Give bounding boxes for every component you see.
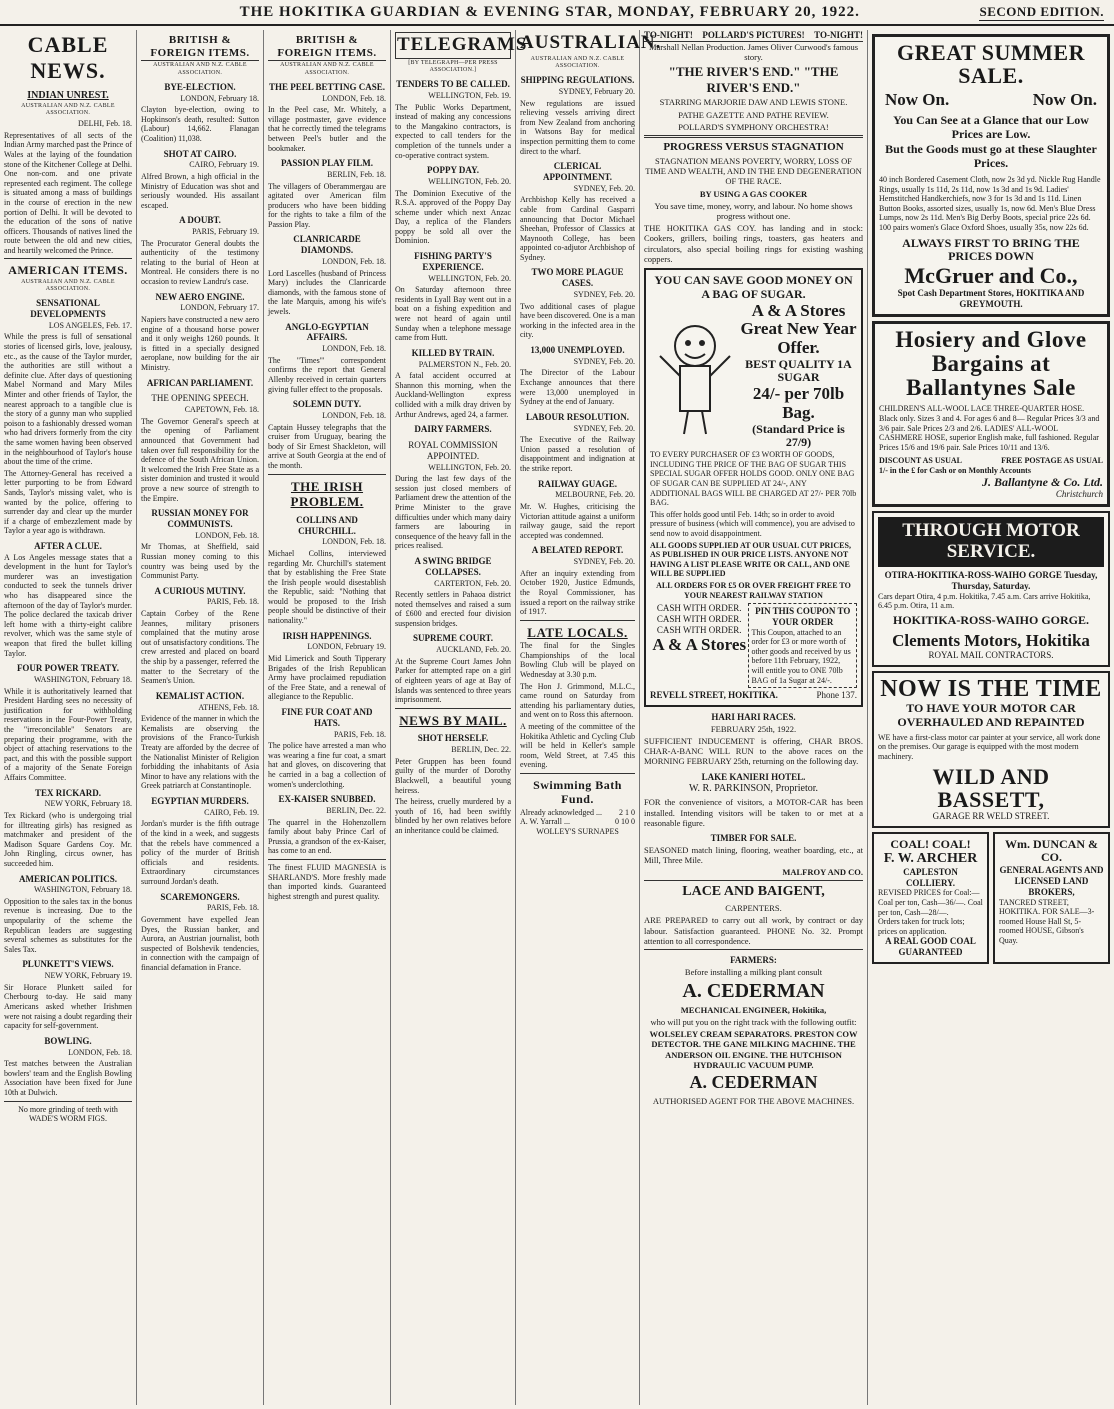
- article-title: IRISH HAPPENINGS.: [282, 630, 372, 641]
- article-body: Sir Horace Plunkett sailed for Cherbourg to-day. He said many Americans asked whether Irishmen were not raising a doubt regarding their capacity for self-government.: [4, 982, 132, 1031]
- ad-text: SUFFICIENT INDUCEMENT is offering, CHAR BROS. CHAR-A-BANC WILL RUN to the above races on the MORNING FEBRUARY 25th, returning on the following day.: [644, 736, 863, 767]
- cartoon-man-icon: [650, 316, 740, 436]
- article-title: KILLED BY TRAIN.: [411, 347, 495, 358]
- discount-detail: 1/- in the £ for Cash or on Monthly Accounts: [879, 465, 1031, 475]
- pictures-header: [644, 30, 863, 42]
- article-title: SHOT HERSELF.: [417, 733, 489, 744]
- dateline: SYDNEY, February 20.: [558, 86, 635, 96]
- article-title: INDIAN UNREST.: [27, 89, 109, 101]
- duncan-ad: [993, 832, 1110, 964]
- fund-row: [520, 817, 635, 827]
- ad-text: REVISED PRICES for Coal:— Coal per ton, Cash—36/—. Coal per ton, Cash—28/—.: [878, 888, 983, 917]
- route-line: HOKITIKA-ROSS-WAIHO GORGE.: [892, 612, 1090, 627]
- route-line: OTIRA-HOKITIKA-ROSS-WAIHO GORGE Tuesday, Thursday, Saturday.: [884, 569, 1098, 591]
- article-title: ANGLO-EGYPTIAN AFFAIRS.: [285, 321, 369, 343]
- article-title: AMERICAN POLITICS.: [18, 873, 117, 884]
- company-sub: ROYAL MAIL CONTRACTORS.: [928, 650, 1054, 661]
- article-body: A fatal accident occurred at Shannon this morning, when the Auckland-Wellington express collided with a milk dray driven by Arthur Andrews, aged 24, a farmer.: [395, 371, 511, 419]
- article-title: BOWLING.: [44, 1035, 92, 1046]
- film-title: "THE RIVER'S END." "THE RIVER'S END.": [668, 64, 839, 95]
- article-body: Lord Lascelles (husband of Princess Mary) includes the Clanricarde diamonds, with the famous stone of the late Marquis, among his wife's jewels.: [268, 268, 386, 317]
- article-title: SHOT AT CAIRO.: [163, 148, 237, 159]
- dateline: SYDNEY, Feb. 20.: [573, 423, 635, 433]
- company-name: Clements Motors, Hokitika: [892, 630, 1090, 650]
- fund-row: [520, 808, 635, 818]
- wire-credit: AUSTRALIAN AND N.Z. CABLE ASSOCIATION.: [280, 62, 374, 76]
- ad-line: STAGNATION MEANS POVERTY, WORRY, LOSS OF TIME AND WEALTH, AND IN THE END DEGENERATION OF THE RACE.: [645, 156, 862, 187]
- dateline: CAIRO, Feb. 19.: [204, 807, 259, 817]
- dateline: LONDON, February 18.: [180, 93, 259, 103]
- article-body: The Dominion Executive of the R.S.A. approved of the Poppy Day scheme under which next Anzac Day, a replica of the Flanders poppy be sold all over the Dominion.: [395, 188, 511, 246]
- article-title: LABOUR RESOLUTION.: [525, 411, 630, 422]
- company-sub: GENERAL AGENTS AND LICENSED LAND BROKERS,: [999, 865, 1104, 897]
- article-title: AFRICAN PARLIAMENT.: [146, 377, 254, 388]
- coupon-title: PIN THIS COUPON TO YOUR ORDER: [755, 606, 851, 627]
- article-body: New regulations are issued relieving vessels arriving direct from New Zealand from anchoring in Watsons Bay for medical inspection permitting them to come direct to the wharf.: [520, 98, 635, 156]
- dateline: SYDNEY, Feb. 20.: [573, 290, 635, 300]
- dateline: BERLIN, Dec. 22.: [326, 805, 386, 815]
- article-body: The police have arrested a man who was wearing a fine fur coat, a smart hat and gloves, on discovering that he carried in a bag a collection of women's underclothing.: [268, 741, 386, 789]
- article-subtitle: THE OPENING SPEECH.: [151, 393, 249, 404]
- article-subtitle: ROYAL COMMISSION APPOINTED.: [408, 439, 498, 461]
- ad-text: Orders taken for truck lots; prices on application.: [878, 917, 965, 936]
- section-heading: AUSTRALIAN.: [520, 32, 662, 53]
- ad-headline: A. CEDERMAN: [682, 979, 825, 1002]
- article-title: COLLINS AND CHURCHILL.: [296, 514, 358, 536]
- ad-line: ALWAYS FIRST TO BRING THE PRICES DOWN: [902, 235, 1080, 264]
- article-body: Captain Hussey telegraphs that the cruiser from Uruguay, bearing the body of Sir Ernest Shackleton, will arrive at South Georgia at the end of the month.: [268, 422, 386, 470]
- dateline: LONDON, Feb. 18.: [322, 537, 386, 547]
- fund-amount: 0 10 0: [615, 817, 635, 827]
- dateline: NEW YORK, February 18.: [44, 799, 132, 809]
- article-body: Evidence of the manner in which the Kemalists are observing the provisions of the Franco-Turkish Treaty are afforded by the decree of the Nationalist Minister of Religion forbidding the inhabitants of Asia Minor to have any relations with the Greek patriarch at Constantinople.: [141, 714, 259, 791]
- article-title: FINE FUR COAT AND HATS.: [281, 707, 373, 728]
- fund-amount: 2 1 0: [619, 807, 635, 817]
- ad-line: CASH WITH ORDER.: [656, 603, 742, 614]
- dateline: LONDON, Feb. 18.: [322, 257, 386, 267]
- ad-line: PATHE GAZETTE AND PATHE REVIEW.: [678, 109, 829, 120]
- section-heading: THE IRISH PROBLEM.: [290, 478, 364, 510]
- section-heading: TELEGRAMS: [395, 32, 511, 59]
- article-title: TENDERS TO BE CALLED.: [396, 79, 510, 90]
- ad-line: MALFROY AND CO.: [782, 867, 863, 878]
- wire-credit: AUSTRALIAN AND N.Z. CABLE ASSOCIATION.: [530, 55, 625, 69]
- article-body: The Executive of the Railway Union passed a resolution of disappointment and indignation at the strike report.: [520, 435, 635, 473]
- ad-line: TO HAVE YOUR MOTOR CAR OVERHAULED AND REPAINTED: [897, 701, 1085, 729]
- article-title: SUPREME COURT.: [412, 633, 494, 644]
- dateline: LONDON, Feb. 18.: [68, 1047, 132, 1057]
- free-postage-label: FREE POSTAGE AS USUAL: [1001, 456, 1103, 466]
- article-body: The Governor General's speech at the opening of Parliament announced that Government had taken over full responsibility for the defence of the South African Union. It welcomed the Irish Free State as a sister dominion and trusted it would prove a new source of strength to the Empire.: [141, 416, 259, 503]
- ad-line: MECHANICAL ENGINEER, Hokitika,: [680, 1004, 827, 1015]
- ad-line: You save time, money, worry, and labour. No home shows progress without one.: [654, 200, 853, 222]
- aa-address: REVELL STREET, HOKITIKA.: [650, 690, 778, 701]
- article-body: Archbishop Kelly has received a cable from Cardinal Gasparri announcing that Doctor Michael Sheehan, Professor of Classics at Maynooth College, has been appointed co-adjutor Archbishop of Sydney.: [520, 195, 635, 262]
- article-title: SCAREMONGERS.: [160, 891, 240, 902]
- ad-headline: GREAT SUMMER SALE.: [897, 40, 1085, 89]
- article-title: EX-KAISER SNUBBED.: [278, 794, 376, 805]
- ad-line: No more grinding of teeth with WADE'S WORM FIGS.: [18, 1104, 118, 1124]
- ad-line: CARPENTERS.: [725, 903, 782, 914]
- article-body: A Los Angeles message states that a development in the hunt for Taylor's murderer was an investigation conducted to seek the tunnels driver who has disappeared since the afternoon of the day of Taylor's murder. The police declared the taxicab driver left home with a thirty-eight calibre revolver, which was the same style of weapon that fired the bullet killing Taylor.: [4, 552, 132, 658]
- dateline: AUCKLAND, Feb. 20.: [436, 645, 511, 655]
- ad-line: (Standard Price is 27/9): [752, 421, 845, 450]
- section-heading: CABLE NEWS.: [27, 32, 109, 84]
- column-ads-1: [640, 30, 868, 1405]
- sugar-ad: [644, 268, 863, 707]
- article-body: The Hon J. Grimmond, M.L.C., came round on Saturday from attending his parliamentary duties, and went on to Ross this afternoon.: [520, 681, 635, 720]
- company-name: F. W. ARCHER: [883, 851, 978, 867]
- now-on-label: Now On.: [885, 90, 950, 110]
- coupon-text: This Coupon, attached to an order for £3 or more worth of other goods and received by us before 11th February, 1922, will entitle you to ONE 70lb BAG of 1a Sugar at 24/-.: [751, 627, 851, 685]
- article-body: Mr. W. Hughes, criticising the Victorian attitude against a uniform railway gauge, said the report accepted was condemned.: [520, 501, 635, 540]
- ad-text: WOLSELEY CREAM SEPARATORS. PRESTON COW DETECTOR. THE GANE MILKING MACHINE. THE ANDERSON OIL ENGINE. THE HUTCHISON HYDRAULIC VACUUM PUMP.: [649, 1029, 858, 1070]
- article-title: DAIRY FARMERS.: [414, 424, 492, 435]
- dateline: NEW YORK, February 19.: [44, 971, 132, 981]
- column-telegrams: [391, 30, 528, 1405]
- ad-text: FOR the convenience of visitors, a MOTOR-CAR has been installed. Intending visitors will be taken to or met at a reasonable figure.: [644, 797, 863, 828]
- aa-address-row: [650, 690, 857, 701]
- column-british-foreign-2: [264, 30, 391, 1405]
- ad-line: But the Goods must go at these Slaughter Prices.: [885, 142, 1097, 171]
- coal-ad: [872, 832, 989, 964]
- sugar-price: 24/- per 70lb Bag.: [752, 384, 845, 422]
- ad-text: Before installing a milking plant consult: [684, 966, 823, 977]
- article-body: The Attorney-General has received a letter purporting to be from Edward Sands, Taylor's missing valet, who is wanted by the police, offering to surrender day and clear up the murder if a charge of embezzlement made by Taylor a year ago is withdrawn.: [4, 468, 132, 536]
- article-body: The villagers of Oberammergau are agitated over American film producers who have been bidding for the rights to take a film of the Passion Play.: [268, 181, 386, 229]
- wire-credit: [BY TELEGRAPH—PER PRESS ASSOCIATION.]: [408, 59, 498, 73]
- wire-credit: AUSTRALIAN AND N.Z. CABLE ASSOCIATION.: [153, 62, 247, 76]
- ad-text: who will put you on the right track with the following outfit:: [650, 1017, 857, 1028]
- ad-line: STARRING MARJORIE DAW AND LEWIS STONE.: [659, 97, 848, 108]
- dateline: BERLIN, Feb. 18.: [327, 169, 386, 179]
- article-body: Napiers have constructed a new aero engine of a thousand horse power and it only weighs 1260 pounds. It is fitted in a specially designed aeroplane, now building for the air Ministry.: [141, 315, 259, 372]
- article-title: SENSATIONAL DEVELOPMENTS: [30, 298, 106, 320]
- article-body: The "Times'" correspondent confirms the report that General Allenby received in certain quarters giving fuller effect to the proposals.: [268, 355, 386, 394]
- ad-text: TO EVERY PURCHASER OF £3 WORTH OF GOODS, INCLUDING THE PRICE OF THE BAG OF SUGAR THIS SPECIAL SUGAR OFFER HOLDS GOOD. ONLY ONE BAG OF SUGAR CAN BE SUPPLIED AT 24/-, ANY ADDITIONAL BAGS WILL BE CHARGED AT 27/- PER 70lb BAG.: [650, 450, 857, 508]
- company-sub: CAPLESTON COLLIERY.: [903, 866, 958, 888]
- summer-sale-ad: [872, 34, 1110, 317]
- bottom-ads-row: [872, 832, 1110, 964]
- ad-line: AUTHORISED AGENT FOR THE ABOVE MACHINES.: [652, 1095, 855, 1106]
- article-body: Mr Thomas, at Sheffield, said Russian money coming to this country was being used by the Communist Party.: [141, 542, 259, 581]
- article-title: PASSION PLAY FILM.: [281, 158, 373, 169]
- ad-line: A REAL GOOD COAL GUARANTEED: [885, 936, 976, 958]
- article-body: After an inquiry extending from October 1920, Justice Edmunds, the Royal Commissioner, has issued a report on the railway strike of 1917.: [520, 568, 635, 617]
- ad-headline: YOU CAN SAVE GOOD MONEY ON A BAG OF SUGAR.: [654, 272, 853, 301]
- dateline: LOS ANGELES, Feb. 17.: [48, 320, 132, 330]
- dateline: LONDON, Feb. 18.: [322, 410, 386, 420]
- article-body: Government have expelled Jean Dyes, the Russian banker, and Aurora, an Austrian journalist, both suspected of Bolshevik tendencies, in connection with the campaign of financial defamation in France.: [141, 914, 259, 972]
- ad-line: THE HOKITIKA GAS COY. has landing and in stock: Cookers, grillers, boiling rings, toasters, gas heaters and circulators, also special boiling rings for existing washing coppers.: [644, 223, 863, 264]
- dateline: WELLINGTON, Feb. 20.: [428, 176, 511, 186]
- ad-text: ALL ORDERS FOR £5 OR OVER FREIGHT FREE TO YOUR NEAREST RAILWAY STATION: [656, 580, 851, 600]
- section-heading: NEWS BY MAIL.: [399, 712, 507, 728]
- ad-headline: TIMBER FOR SALE.: [710, 832, 797, 843]
- ad-headline: HARI HARI RACES.: [711, 712, 796, 723]
- tonight-label: TO-NIGHT!: [644, 30, 693, 40]
- article-body: Jordan's murder is the fifth outrage of the kind in a week, and suggests that the rebels have commenced a policy of the murder of British officials and residents. Extraordinary circumstances surround Jordan's death.: [141, 819, 259, 886]
- fund-label: Already acknowledged ...: [520, 807, 602, 817]
- dateline: BERLIN, Dec. 22.: [451, 745, 511, 755]
- section-heading: Swimming Bath Fund.: [533, 778, 622, 807]
- ad-line: Marshall Nellan Production. James Oliver Curwood's famous story.: [648, 41, 859, 62]
- ad-text: ARE PREPARED to carry out all work, by contract or day labour. Satisfaction guaranteed. PHONE No. 32. Prompt attention to all correspondence.: [644, 915, 863, 946]
- article-body: At the Supreme Court James John Parker for attempted rape on a girl of eighteen years of age at Bay of Islands was sentenced to three years imprisonment.: [395, 656, 511, 705]
- article-body: Representatives of all sects of the Indian Army marched past the Prince of Wales at the laying of the foundation stone of the Kitchener College at Delhi. One non-com. and one private represented each regiment. The college is situated among a mass of buildings in the course of erection in the new portion of Delhi. It will be devoted to the education of the sons of native officers. Thousands of natives lined the route between the old and new cities, and heartily welcomed the Prince.: [4, 130, 132, 255]
- article-title: A SWING BRIDGE COLLAPSES.: [414, 555, 492, 577]
- ad-line: The finest FLUID MAGNESIA is SHARLAND'S. More freshly made than imported kinds. Guaranteed highest strength and purest quality.: [268, 862, 386, 901]
- article-title: AFTER A CLUE.: [34, 540, 102, 551]
- article-title: 13,000 UNEMPLOYED.: [530, 345, 625, 356]
- tonight-label: TO-NIGHT!: [814, 30, 863, 40]
- dateline: LONDON, February 17.: [180, 303, 259, 313]
- ad-line: BEST QUALITY 1A SUGAR: [745, 356, 852, 385]
- article-title: FISHING PARTY'S EXPERIENCE.: [414, 251, 492, 272]
- ad-line: You Can See at a Glance that our Low Prices are Low.: [893, 112, 1089, 141]
- article-body: Michael Collins, interviewed regarding Mr. Churchill's statement that by establishing the Free State the Irish people would disestablish the Republic, said: "Nothing that would be proposed to the Irish people should be distinctive of their nationality.": [268, 548, 386, 626]
- ad-text: WE have a first-class motor car painter at your service, all work done on the premises. Our garage is equipped with the most modern machinery.: [878, 732, 1101, 761]
- motor-service-ad: [872, 511, 1110, 667]
- article-body: While the press is full of sensational stories of licensed girls, love, jealousy, etc., as the cause of the Taylor murder, the authorities are still without a definite clue. After days of questioning Mabel Normand and Mary Miles Minter and other friends of Taylor, the nearest approach to a tangible clue is the story of a gunny man who supplied poison to a fashionably dressed woman who had drivers formerly from the city the same women having been observed in the neighbourhood of Taylor's house about the time of the crime.: [4, 332, 132, 467]
- article-title: TEX RICKARD.: [34, 787, 101, 798]
- timetable: Cars depart Otira, 4 p.m. Hokitika, 7.45 a.m. Cars arrive Hokitika, 6.45 p.m. Otira, 11 a.m.: [878, 591, 1091, 611]
- ad-text: TANCRED STREET, HOKITIKA. FOR SALE—3-roomed House Hall St, 5-roomed HOUSE, Gibson's Quay.: [999, 897, 1095, 945]
- article-title: POPPY DAY.: [426, 165, 479, 176]
- article-body: Two additional cases of plague have been discovered. One is a man working in the infected area in the city.: [520, 301, 635, 340]
- dateline: PARIS, Feb. 18.: [207, 597, 259, 607]
- discount-label: DISCOUNT AS USUAL: [879, 456, 962, 466]
- now-on-label: Now On.: [1032, 90, 1097, 110]
- ad-line: POLLARD'S SYMPHONY ORCHESTRA!: [678, 121, 829, 132]
- dateline: CAPETOWN, Feb. 18.: [184, 405, 259, 415]
- store-city: Christchurch: [1055, 489, 1103, 500]
- aa-phone: Phone 137.: [816, 690, 857, 701]
- section-heading: LATE LOCALS.: [527, 624, 628, 640]
- ad-text: This offer holds good until Feb. 14th; so in order to avoid pressure of business (which will commence), you are advised to send now to avoid disappointment.: [650, 509, 855, 538]
- aa-stores-name: A & A Stores: [652, 634, 747, 654]
- company-sub: GARAGE RR WELD STREET.: [932, 810, 1050, 821]
- article-body: While it is authoritatively learned that President Harding sees no necessity of justification for withholding reservations in the Four-Power Treaty, the "irreconcilable" Senators are preparing their programme, with the object of attaching reservations to the pact, and this with the possible support of a majority of the Senate Foreign Affairs Committee.: [4, 686, 132, 782]
- dateline: WELLINGTON, Feb. 20.: [428, 462, 511, 472]
- section-heading: AMERICAN ITEMS.: [8, 263, 128, 278]
- column-ads-2: [868, 30, 1114, 1405]
- article-title: A DOUBT.: [179, 215, 221, 226]
- article-title: EGYPTIAN MURDERS.: [151, 795, 249, 806]
- dateline: SYDNEY, Feb. 20.: [573, 183, 635, 193]
- edition-label: SECOND EDITION.: [979, 3, 1104, 19]
- store-name: J. Ballantyne & Co. Ltd.: [981, 474, 1103, 489]
- wire-credit: AUSTRALIAN AND N.Z. CABLE ASSOCIATION.: [21, 102, 115, 116]
- article-title: CLANRICARDE DIAMONDS.: [293, 234, 361, 256]
- ad-line: FEBRUARY 25th, 1922.: [710, 723, 797, 734]
- coupon-box: [748, 603, 857, 688]
- ad-headline: A. CEDERMAN: [689, 1071, 818, 1092]
- ad-line: BY USING A GAS COOKER: [699, 188, 808, 199]
- now-on-row: [879, 87, 1103, 114]
- ad-text: SEASONED match lining, flooring, weather boarding, etc., at Mill, Three Mile.: [644, 844, 863, 865]
- article-title: RUSSIAN MONEY FOR COMMUNISTS.: [151, 508, 249, 529]
- dateline: SYDNEY, Feb. 20.: [573, 356, 635, 366]
- article-body: Test matches between the Australian bowlers' team and the English Bowling Association have been fixed for June 10th at Dulwich.: [4, 1059, 132, 1097]
- article-body: The heiress, cruelly murdered by a youth of 16, had been swiftly blinded by her own relatives before an inheritance could be claimed.: [395, 797, 511, 835]
- dateline: WASHINGTON, February 18.: [33, 885, 132, 895]
- dateline: WELLINGTON, Feb. 20.: [428, 273, 511, 283]
- dateline: DELHI, Feb. 18.: [78, 119, 132, 129]
- article-body: Tex Rickard (who is undergoing trial for illtreating girls) has resigned as matchmaker and president of the Madison Square Gardens Coy. Mr. John Ringling, circus owner, has succeeded him.: [4, 810, 132, 868]
- dateline: PARIS, Feb. 18.: [334, 729, 386, 739]
- article-title: BYE-ELECTION.: [164, 81, 236, 92]
- article-body: Clayton bye-election, owing to Hopkinson's death, resulted: Sutton (Labour) 14,662. Flanagan (Coalition) 11,038.: [141, 105, 259, 143]
- ad-text: ALL GOODS SUPPLIED AT OUR USUAL CUT PRICES, AS PUBLISHED IN OUR PRICE LISTS. ANYONE NOT HAVING A LIST PLEASE WRITE OR CALL, AND ONE WILL BE SUPPLIED: [650, 540, 851, 579]
- dateline: PARIS, Feb. 18.: [207, 903, 259, 913]
- dateline: LONDON, Feb. 18.: [322, 344, 386, 354]
- hosiery-items: CHILDREN'S ALL-WOOL LACE THREE-QUARTER HOSE. Black only. Sizes 3 and 4. For ages 6 and 8— Regular Prices 3/3 and 3/6 pair. Sale Prices 2/3 and 2/6. LADIES' ALL-WOOL CASHMERE HOSE, superior English make, full fashioned. Regular Prices 15/6 and 19/6 pair. Sale Prices 10/11 and 13/6.: [879, 404, 1100, 452]
- section-heading: BRITISH & FOREIGN ITEMS.: [141, 34, 259, 61]
- dateline: CARTERTON, Feb. 20.: [434, 578, 511, 588]
- dateline: LONDON, Feb. 18.: [322, 93, 386, 103]
- fund-label: A. W. Yarrall ...: [520, 817, 571, 827]
- article-body: A meeting of the committee of the Hokitika Athletic and Cycling Club will be held in Keller's sample room, Weld Street, at 7.45 this evening.: [520, 722, 635, 770]
- dateline: ATHENS, Feb. 18.: [198, 702, 259, 712]
- coupon-row: [650, 603, 857, 688]
- article-title: NEW AERO ENGINE.: [155, 291, 245, 302]
- masthead: [0, 0, 1114, 26]
- overhaul-ad: [872, 671, 1110, 828]
- ad-line: CASH WITH ORDER.: [656, 613, 742, 624]
- dateline: WELLINGTON, Feb. 19.: [428, 90, 511, 100]
- dateline: MELBOURNE, Feb. 20.: [555, 490, 635, 500]
- ad-headline: THROUGH MOTOR SERVICE.: [878, 517, 1104, 567]
- article-body: In the Peel case, Mr. Whitely, a village postmaster, gave evidence that he correctly timed the telegrams between Peel's butler and the bookmaker.: [268, 105, 386, 153]
- article-body: The final for the Singles Championships of the local Bowling Club will be played on Wednesday at 3.30 p.m.: [520, 641, 635, 680]
- ad-headline: COAL! COAL!: [890, 836, 971, 851]
- ad-headline: Hosiery and Glove Bargains at Ballantynes Sale: [895, 327, 1087, 401]
- dateline: LONDON, Feb. 18.: [195, 530, 259, 540]
- column-cable-news: [0, 30, 137, 1405]
- article-body: On Saturday afternoon three residents in Lyall Bay went out in a boat on a fishing expedition and were not heard of again until Sunday when a telephone message came from Hutt.: [395, 285, 511, 343]
- store-address: Spot Cash Department Stores, HOKITIKA AND GREYMOUTH.: [897, 288, 1085, 310]
- ad-line: W. R. PARKINSON, Proprietor.: [689, 783, 818, 795]
- company-name: Wm. DUNCAN & CO.: [1005, 836, 1098, 865]
- article-title: FOUR POWER TREATY.: [16, 663, 120, 674]
- dateline: WASHINGTON, February 18.: [33, 675, 132, 685]
- column-british-foreign-1: [137, 30, 264, 1405]
- article-title: THE PEEL BETTING CASE.: [268, 81, 386, 92]
- hosiery-ad: [872, 321, 1110, 507]
- article-title: TWO MORE PLAGUE CASES.: [531, 267, 624, 289]
- article-title: A CURIOUS MUTINY.: [154, 585, 246, 596]
- article-title: SHIPPING REGULATIONS.: [520, 75, 635, 86]
- sale-items: 40 inch Bordered Casement Cloth, now 2s 3d yd. Nickle Rug Handle Rings, usually 1s 11d, 2s 11d, now 1s 3d and 1s 9d. Ladies' Hemstitched Handkerchiefs, now 3 for 1s 3d and 1s 11d. Linen Button Books, assorted sizes, usually 1s, now 6d. Men's Blue Dress Lumps, now 2s 11d. Men's Big Derby Boots, special price 22s 6d. 100 pairs women's Glace Oxford Shoes, usually 35s, now 22s 6d.: [879, 175, 1101, 233]
- discount-row: [879, 456, 1103, 466]
- ad-headline: LACE AND BAIGENT,: [682, 884, 825, 900]
- article-title: CLERICAL APPOINTMENT.: [542, 161, 613, 182]
- article-body: Recently settlers in Pahaoa district noted themselves and raised a sum of £600 and erected four division suspension bridges.: [395, 590, 511, 628]
- article-body: The quarrel in the Hohenzollern family about baby Prince Carl of Prussia, a grandson of the ex-Kaiser, has come to an end.: [268, 817, 386, 856]
- dateline: SYDNEY, Feb. 20.: [573, 557, 635, 567]
- article-body: The Procurator General doubts the authenticity of the testimony relating to the burial of Heon at Montreal. He considers there is no occasion to review Landru's case.: [141, 238, 259, 287]
- fund-list: [520, 808, 635, 827]
- section-heading: BRITISH & FOREIGN ITEMS.: [268, 34, 386, 61]
- article-title: SOLEMN DUTY.: [292, 399, 362, 410]
- article-body: Peter Gruppen has been found guilty of the murder of Dorothy Blackwell, a beautiful young heiress.: [395, 756, 511, 795]
- masthead-title: THE HOKITIKA GUARDIAN & EVENING STAR, MONDAY, FEBRUARY 20, 1922.: [239, 3, 860, 20]
- article-body: Alfred Brown, a high official in the Ministry of Education was shot and seriously wounded. His assailant escaped.: [141, 171, 259, 210]
- ad-headline: NOW IS THE TIME: [880, 676, 1102, 703]
- article-body: Mid Limerick and South Tipperary Brigades of the Irish Republican Army have proclaimed repudiation of the Free State, and a renewal of allegiance to the Republic.: [268, 654, 386, 702]
- dateline: LONDON, February 19.: [307, 642, 386, 652]
- company-name: WILD AND BASSETT,: [932, 763, 1050, 812]
- article-title: KEMALIST ACTION.: [155, 690, 245, 701]
- wire-credit: AUSTRALIAN AND N.Z. CABLE ASSOCIATION.: [21, 278, 115, 293]
- article-title: RAILWAY GUAGE.: [537, 478, 618, 489]
- ad-line: WOLLEY'S SURNAPES: [536, 826, 619, 836]
- dateline: CAIRO, February 19.: [189, 160, 259, 170]
- article-body: The Public Works Department, instead of making any concessions to the Mangakino contractors, is expected to call tenders for the completion of the tunnels under a co-operative contract system.: [395, 102, 511, 160]
- dateline: PARIS, February 19.: [192, 227, 259, 237]
- ad-line: CASH WITH ORDER.: [656, 624, 742, 635]
- ad-headline: LAKE KANIERI HOTEL.: [701, 771, 806, 782]
- article-body: Opposition to the sales tax in the bonus revenue is increasing. Due to the unpopularity of the scheme the Republican leaders are suggesting several schemes as substitutes for the Sales Tax.: [4, 896, 132, 954]
- article-body: During the last few days of the session just closed members of Parliament drew the attention of the Prime Minister to the grave difficulties under which many dairy farmers are labouring in consequence of the heavy fall in the prices realised.: [395, 474, 511, 551]
- sugar-ad-body: [650, 302, 857, 451]
- article-title: A BELATED REPORT.: [531, 545, 624, 556]
- pollards-label: POLLARD'S PICTURES!: [702, 30, 805, 40]
- article-title: PLUNKETT'S VIEWS.: [22, 959, 114, 970]
- ad-headline: PROGRESS VERSUS STAGNATION: [663, 140, 844, 153]
- column-australian: [516, 30, 662, 1405]
- ad-headline: FARMERS:: [730, 954, 777, 965]
- article-body: The Director of the Labour Exchange announces that there were 13,000 unemployed in Sydney at the end of January.: [520, 368, 635, 407]
- dateline: PALMERSTON N., Feb. 20.: [418, 359, 511, 369]
- article-body: Captain Corbey of the Rene Jeannes, military prisoners complained that the mutiny arose out of unsatisfactory conditions. The crew arrested and placed on board the ship by a passenger, referred the matter to the Secretary of the Seamen's Union.: [141, 609, 259, 686]
- ad-headline: A & A Stores Great New Year Offer.: [740, 300, 857, 357]
- store-name: McGruer and Co.,: [904, 263, 1078, 289]
